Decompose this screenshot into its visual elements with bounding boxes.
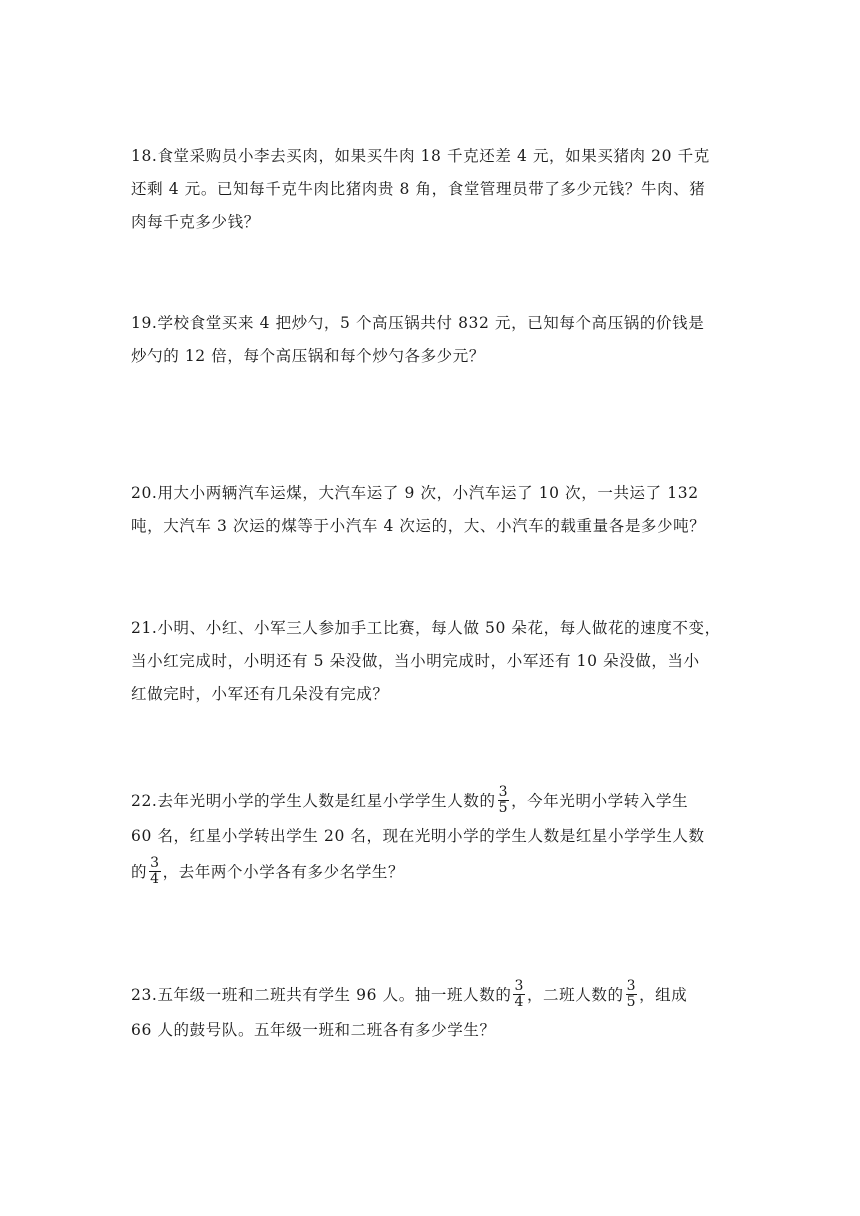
problem-22 <box>131 782 731 891</box>
problem-line: 吨，大汽车 3 次运的煤等于小汽车 4 次运的，大、小汽车的载重量各是多少吨？ <box>131 517 706 535</box>
problem-line <box>131 853 731 891</box>
problem-line: 21.小明、小红、小军三人参加手工比赛，每人做 50 朵花，每人做花的速度不变， <box>131 619 721 637</box>
problem-line: 19.学校食堂买来 4 把炒勺，5 个高压锅共付 832 元，已知每个高压锅的价钱是 <box>131 314 705 332</box>
fraction-numerator: 3 <box>498 783 509 800</box>
problem-line: 18.食堂采购员小李去买肉，如果买牛肉 18 千克还差 4 元，如果买猪肉 20 千克 <box>131 147 710 165</box>
problem-line <box>131 976 731 1014</box>
fraction <box>626 979 638 1010</box>
problem-20 <box>131 477 731 543</box>
fraction-denominator: 4 <box>150 870 160 887</box>
problem-text: ，组成 <box>639 986 688 1004</box>
problem-line <box>131 782 731 820</box>
problem-line: 60 名，红星小学转出学生 20 名，现在光明小学的学生人数是红星小学学生人数 <box>131 827 705 845</box>
fraction-numerator: 3 <box>626 977 637 994</box>
problem-line: 20.用大小两辆汽车运煤，大汽车运了 9 次，小汽车运了 10 次，一共运了 132 <box>131 484 699 502</box>
fraction-denominator: 4 <box>514 993 524 1010</box>
problem-line: 肉每千克多少钱？ <box>131 213 260 231</box>
problem-text: 22.去年光明小学的学生人数是红星小学学生人数的 <box>131 792 496 810</box>
problem-23 <box>131 976 731 1047</box>
problem-text: ，去年两个小学各有多少名学生？ <box>162 863 405 881</box>
fraction-numerator: 3 <box>150 854 160 871</box>
problem-text: ，二班人数的 <box>526 986 624 1004</box>
problem-line: 还剩 4 元。已知每千克牛肉比猪肉贵 8 角，食堂管理员带了多少元钱？牛肉、猪 <box>131 180 706 198</box>
problem-text: 23.五年级一班和二班共有学生 96 人。抽一班人数的 <box>131 986 512 1004</box>
problem-21 <box>131 612 731 711</box>
problem-line: 当小红完成时，小明还有 5 朵没做，当小明完成时，小军还有 10 朵没做，当小 <box>131 652 700 670</box>
problem-text: 的 <box>131 863 148 881</box>
problem-19 <box>131 307 731 373</box>
problem-line: 炒勺的 12 倍，每个高压锅和每个炒勺各多少元？ <box>131 347 485 365</box>
problem-text: ，今年光明小学转入学生 <box>511 792 689 810</box>
fraction <box>513 979 525 1010</box>
fraction <box>149 856 161 887</box>
problem-line: 红做完时，小军还有几朵没有完成？ <box>131 685 389 703</box>
fraction-denominator: 5 <box>498 799 509 816</box>
fraction-numerator: 3 <box>514 977 524 994</box>
problem-line: 66 人的鼓号队。五年级一班和二班各有多少学生？ <box>131 1021 496 1039</box>
problem-18 <box>131 140 731 239</box>
fraction <box>498 785 510 816</box>
fraction-denominator: 5 <box>626 993 637 1010</box>
